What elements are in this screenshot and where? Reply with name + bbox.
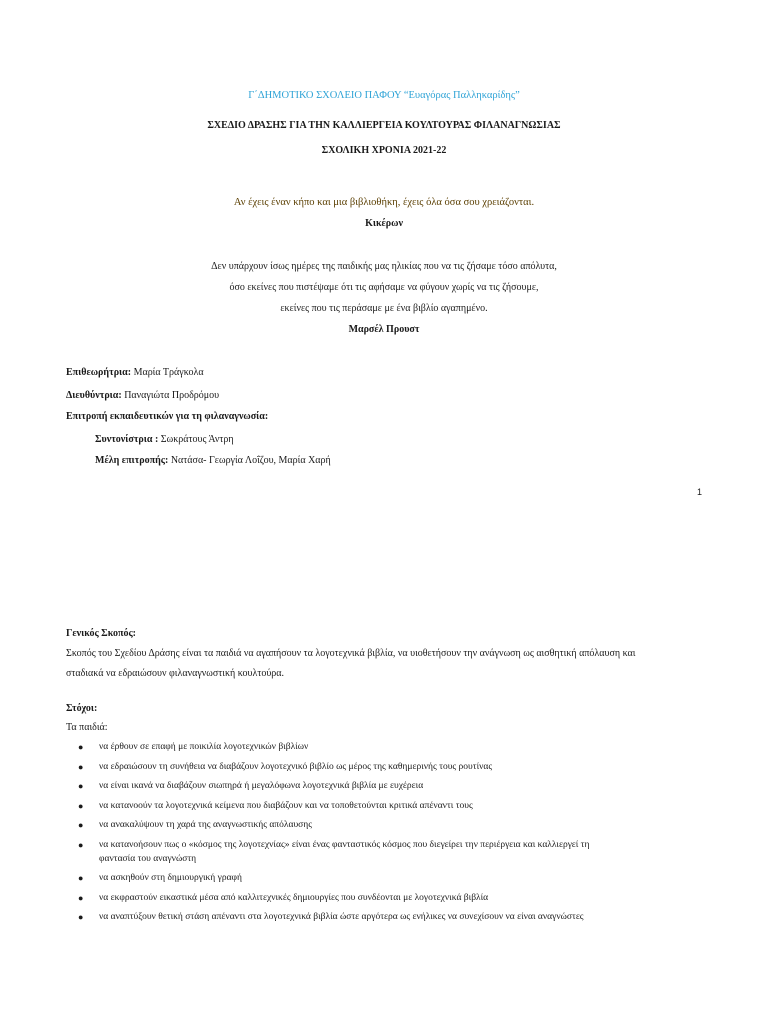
list-item [78,799,718,813]
list-item [78,818,718,832]
quote-cicero-author: Κικέρων [365,218,403,229]
list-item [78,891,718,905]
bullet-icon: ● [78,820,84,830]
objective-text: να είναι ικανά να διαβάζουν σιωπηρά ή μεγαλόφωνα λογοτεχνικά βιβλία με ευχέρεια [99,781,424,791]
objective-text: να αναπτύξουν θετική στάση απέναντι στα λογοτεχνικά βιβλία ώστε αργότερα ως ενήλικες να συνεχίσουν να είναι αναγνώστες [99,912,584,922]
quote-proust-line-3: εκείνες που τις περάσαμε με ένα βιβλίο αγαπημένο. [280,303,488,314]
quote-proust-line-2: όσο εκείνες που πιστέψαμε ότι τις αφήσαμε να φύγουν χωρίς να τις ζήσουμε, [229,282,539,293]
objectives-intro: Τα παιδιά: [66,722,108,733]
list-item [78,910,718,924]
objective-text: να εκφραστούν εικαστικά μέσα από καλλιτεχνικές δημιουργίες που συνδέονται με λογοτεχνικά βιβλία [99,892,489,903]
objective-text: να έρθουν σε επαφή με ποικιλία λογοτεχνικών βιβλίων [99,742,309,752]
general-goal-heading: Γενικός Σκοπός: [66,628,137,639]
director-label: Διευθύντρια: [66,390,122,401]
list-item [78,838,718,866]
coordinator-name: Σωκράτους Άντρη [158,434,234,445]
general-goal-line-1: Σκοπός του Σχεδίου Δράσης είναι τα παιδιά να αγαπήσουν τα λογοτεχνικά βιβλία, να υιοθετήσουν την ανάγνωση ως αισθητική απόλαυση και [66,648,636,659]
school-name: Γ΄ΔΗΜΟΤΙΚΟ ΣΧΟΛΕΙΟ ΠΑΦΟΥ “Ευαγόρας Παλληκαρίδης” [248,90,520,101]
quote-proust-line-1: Δεν υπάρχουν ίσως ημέρες της παιδικής μας ηλικίας που να τις ζήσαμε τόσο απόλυτα, [211,261,557,272]
bullet-icon: ● [78,873,84,883]
objective-text: να ανακαλύψουν τη χαρά της αναγνωστικής απόλαυσης [99,820,312,830]
list-item [78,871,718,885]
inspector-name: Μαρία Τράγκολα [131,367,204,378]
director-line [66,390,219,401]
objective-text: να κατανοούν τα λογοτεχνικά κείμενα που διαβάζουν και να τοποθετούνται κριτικά απέναντι τους [99,800,473,811]
page-number: 1 [697,487,703,497]
objectives-list [78,740,718,930]
committee-heading [66,411,268,422]
objective-text-continued: φαντασία του αναγνώστη [99,853,197,864]
inspector-label: Επιθεωρήτρια: [66,367,132,378]
school-year: ΣΧΟΛΙΚΗ ΧΡΟΝΙΑ 2021-22 [321,145,447,156]
bullet-icon: ● [78,800,84,811]
coordinator-label: Συντονίστρια : [95,434,159,445]
general-goal-line-2: σταδιακά να εδραιώσουν φιλαναγνωστική κουλτούρα. [66,668,285,679]
list-item [78,760,718,774]
list-item [78,740,718,754]
inspector-line [66,367,204,378]
objective-text: να εδραιώσουν τη συνήθεια να διαβάζουν λογοτεχνικό βιβλίο ως μέρος της καθημερινής τους ρουτίνας [99,761,493,772]
document-page-2 [0,560,768,1024]
bullet-icon: ● [78,839,84,850]
members-label: Μέλη επιτροπής: [95,455,169,466]
members-names: Νατάσα- Γεωργία Λοΐζου, Μαρία Χαρή [168,455,331,466]
quote-proust-author: Μαρσέλ Προυστ [348,324,420,335]
coordinator-line [95,434,234,445]
bullet-icon: ● [78,892,84,903]
objectives-heading: Στόχοι: [66,703,98,714]
quote-cicero: Αν έχεις έναν κήπο και μια βιβλιοθήκη, έχεις όλα όσα σου χρειάζονται. [233,197,535,208]
plan-title: ΣΧΕΔΙΟ ΔΡΑΣΗΣ ΓΙΑ ΤΗΝ ΚΑΛΛΙΕΡΓΕΙΑ ΚΟΥΛΤΟΥΡΑΣ ΦΙΛΑΝΑΓΝΩΣΙΑΣ [207,120,561,131]
director-name: Παναγιώτα Προδρόμου [121,390,220,401]
list-item [78,779,718,793]
bullet-icon: ● [78,761,84,772]
bullet-icon: ● [78,912,84,922]
committee-label: Επιτροπή εκπαιδευτικών για τη φιλαναγνωσία: [66,411,269,422]
bullet-icon: ● [78,781,84,791]
objective-text: να κατανοήσουν πως ο «κόσμος της λογοτεχνίας» είναι ένας φανταστικός κόσμος που διεγείρει την περιέργεια και καλλιεργεί τη [99,839,590,850]
objective-text: να ασκηθούν στη δημιουργική γραφή [99,873,242,883]
bullet-icon: ● [78,742,84,752]
members-line [95,455,331,466]
